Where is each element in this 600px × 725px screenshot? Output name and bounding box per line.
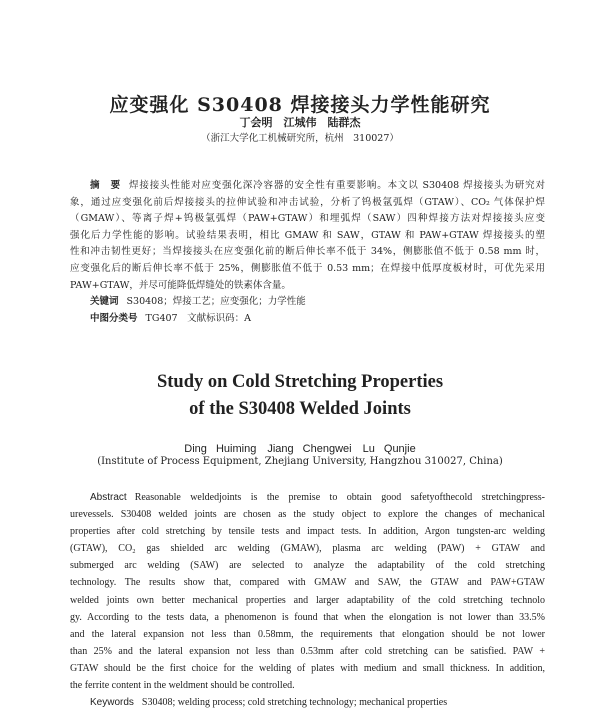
abstract-line: the ferrite content in the weldment should be controlled. <box>70 680 295 692</box>
abstract-line: properties after cold stretching by tensile tests and impact tests. In addition, Argon tungsten-arc welding <box>70 526 545 538</box>
english-affiliation: (Institute of Process Equipment, Zhejiang University, Hangzhou 310027, China) <box>97 456 503 467</box>
chinese-abstract-label: 摘 要 <box>90 180 122 191</box>
abstract-line: PAW+GTAW，并尽可能降低焊缝处的铁素体含量。 <box>70 279 291 291</box>
abstract-line: 应变强化后的断后伸长率不低于 25%，侧膨胀值不低于 0.53 mm；在焊接中低厚度板材时，可优先采用 <box>70 262 545 274</box>
abstract-line: 象，通过应变强化前后焊接接头的拉伸试验和冲击试验，分析了钨极氩弧焊（GTAW）、CO₂ 气体保护焊 <box>70 196 545 208</box>
abstract-line: than 25% and the lateral expansion not less than 0.53mm after cold stretching can be satisfied. PAW + <box>70 645 545 657</box>
keywords-value: S30408；焊接工艺；应变强化；力学性能 <box>126 296 306 308</box>
english-abstract-label: Abstract <box>90 492 127 503</box>
english-title-line-2: of the S30408 Welded Joints <box>189 399 411 419</box>
clc-label: 中图分类号 <box>90 312 138 324</box>
chinese-classification <box>70 311 545 328</box>
chinese-keywords <box>70 294 545 311</box>
abstract-line: technology. The results show that, compared with GMAW and SAW, the GTAW and PAW+GTAW <box>70 577 545 589</box>
abstract-line: （GMAW）、等离子焊+钨极氩弧焊（PAW+GTAW）和埋弧焊（SAW）四种焊接方法对焊接接头应变 <box>70 213 545 225</box>
abstract-line: and the lateral expansion not less than 0.58mm, the requirements that elongation should be not lower <box>70 628 545 640</box>
abstract-line: urevessels. S30408 welded joints are chosen as the study object to explore the changes of mechanical <box>70 509 545 521</box>
abstract-line: 强化后力学性能的影响。试验结果表明，相比 GMAW 和 SAW，GTAW 和 PAW+GTAW 焊接接头的塑 <box>70 229 545 241</box>
abstract-line: GTAW should be the first choice for the welding of plates with medium and small thickness. In addition, <box>70 662 545 674</box>
english-abstract <box>70 489 545 711</box>
chinese-authors: 丁会明 江城伟 陆群杰 <box>239 116 361 129</box>
keywords-value: S30408; welding process; cold stretching technology; mechanical properties <box>141 697 448 709</box>
chinese-affiliation: （浙江大学化工机械研究所，杭州 310027） <box>201 133 399 144</box>
clc-value: TG407 文献标识码：A <box>145 312 251 324</box>
abstract-line: Reasonable weldedjoints is the premise to obtain good safetyofthecold stretchingpress- <box>134 492 545 503</box>
abstract-line: welded joints own better mechanical properties and larger adaptability of the cold stretching technolo <box>70 594 545 606</box>
english-title-line-1: Study on Cold Stretching Properties <box>156 372 444 392</box>
keywords-label: Keywords <box>90 697 134 709</box>
abstract-line: 焊接接头性能对应变强化深冷容器的安全性有重要影响。本文以 S30408 焊接接头为研究对 <box>129 180 545 191</box>
chinese-title: 应变强化 S30408 焊接接头力学性能研究 <box>109 94 491 116</box>
abstract-line: submerged arc welding (SAW) are selected to analyze the adaptability of the cold stretching <box>70 560 545 572</box>
keywords-label: 关键词 <box>90 296 119 308</box>
english-authors: Ding Huiming Jiang Chengwei Lu Qunjie <box>184 443 416 455</box>
chinese-abstract <box>70 178 545 327</box>
english-keywords <box>70 694 545 711</box>
abstract-line: (GTAW), CO₂ gas shielded arc welding (GMAW), plasma arc welding (PAW) + GTAW and <box>70 543 545 555</box>
abstract-line: gy. According to the tests data, a phenomenon is found that when the elongation is not lower than 33.5% <box>70 611 545 623</box>
abstract-line: 性和冲击韧性更好；当焊接接头在应变强化前的断后伸长率不低于 34%，侧膨胀值不低于 0.58 mm 时， <box>70 246 545 258</box>
